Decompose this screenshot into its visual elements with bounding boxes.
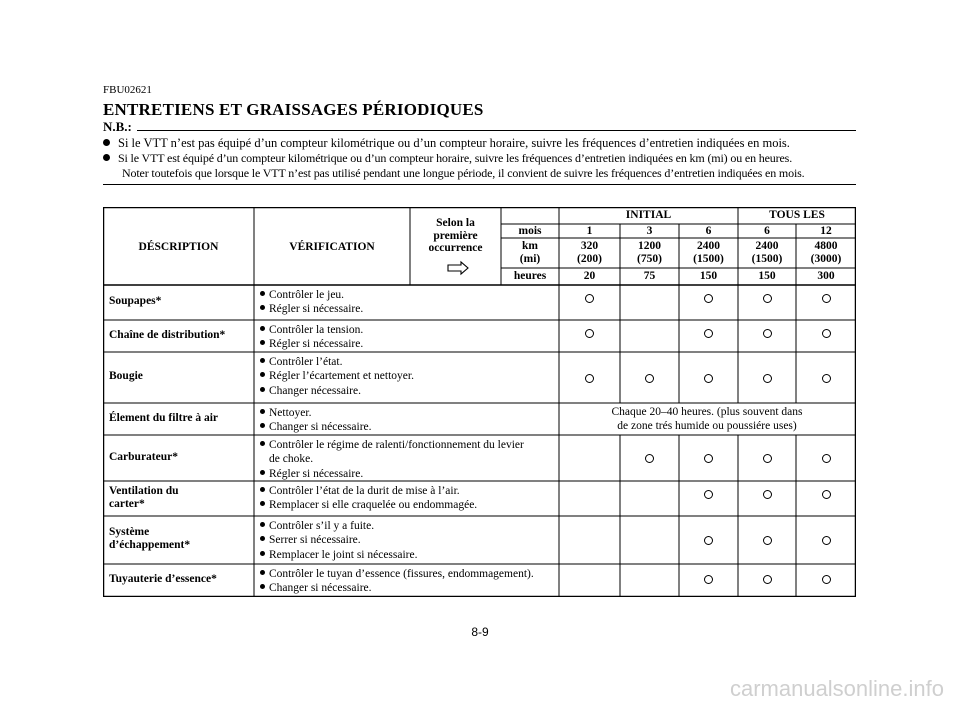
row-description-line: d’échappement* xyxy=(109,539,191,551)
header-first-line-1: Selon la xyxy=(436,217,475,229)
bullet-icon xyxy=(103,154,110,161)
bullet-icon xyxy=(260,358,265,363)
row-description xyxy=(109,573,251,586)
row-verification xyxy=(260,406,560,435)
bullet-icon xyxy=(260,423,265,428)
interval-mi: (3000) xyxy=(810,252,842,265)
verification-line xyxy=(260,288,560,302)
verification-line xyxy=(260,567,560,581)
check-circle-icon xyxy=(704,294,713,303)
check-circle-icon xyxy=(822,329,831,338)
verification-text: Contrôler le régime de ralenti/fonctionnement du levier xyxy=(269,439,524,451)
bullet-icon xyxy=(260,340,265,345)
check-circle-icon xyxy=(822,454,831,463)
header-km xyxy=(501,240,559,265)
bullet-icon xyxy=(260,470,265,475)
verification-text: Contrôler le tuyan d’essence (fissures, endommagement). xyxy=(269,568,534,580)
bullet-icon xyxy=(260,487,265,492)
check-circle-icon xyxy=(822,536,831,545)
check-circle-icon xyxy=(704,374,713,383)
check-circle-icon xyxy=(822,374,831,383)
verification-line xyxy=(260,467,560,481)
verification-line xyxy=(260,337,560,351)
verification-line xyxy=(260,452,560,466)
interval-heures: 20 xyxy=(583,270,596,282)
verification-line xyxy=(260,581,560,595)
verification-line xyxy=(260,484,560,498)
check-circle-icon xyxy=(763,294,772,303)
verification-text: Régler si nécessaire. xyxy=(269,467,364,480)
check-circle-icon xyxy=(763,536,772,545)
check-circle-icon xyxy=(763,374,772,383)
verification-text: de choke. xyxy=(269,453,314,466)
verification-line xyxy=(260,406,560,420)
verification-line xyxy=(260,369,560,383)
row-description-line: Système xyxy=(109,526,150,538)
header-first-occurrence xyxy=(410,217,501,255)
verification-line xyxy=(260,420,560,434)
verification-text: Contrôler l’état de la durit de mise à l’air. xyxy=(269,485,460,497)
interval-mois: 6 xyxy=(764,225,770,237)
row-description xyxy=(109,485,251,511)
watermark: carmanualsonline.info xyxy=(729,676,944,701)
page-number: 8-9 xyxy=(471,625,489,639)
interval-km: 1200 xyxy=(638,240,661,252)
bullet-icon xyxy=(260,305,265,310)
row-description xyxy=(109,370,251,383)
row-description-line: Ventilation du xyxy=(109,484,179,497)
check-circle-icon xyxy=(763,490,772,499)
verification-text: Serrer si nécessaire. xyxy=(269,534,361,547)
verification-text: Nettoyer. xyxy=(269,407,312,419)
bullet-icon xyxy=(260,372,265,377)
header-verification: VÉRIFICATION xyxy=(289,241,375,253)
interval-km: 2400 xyxy=(755,240,779,252)
note-separator xyxy=(103,184,856,185)
bullet-icon xyxy=(260,570,265,575)
verification-text: Changer nécessaire. xyxy=(269,384,361,397)
bullet-icon xyxy=(260,387,265,392)
header-first-line-3: occurrence xyxy=(428,242,483,254)
verification-line xyxy=(260,548,560,562)
row-description xyxy=(109,451,251,464)
row-description xyxy=(109,329,251,342)
page-title: ENTRETIENS ET GRAISSAGES PÉRIODIQUES xyxy=(103,100,484,119)
document-code: FBU02621 xyxy=(103,84,152,96)
interval-mi: (1500) xyxy=(751,252,783,265)
row-verification xyxy=(260,355,560,398)
nb-header xyxy=(103,119,856,133)
row-description xyxy=(109,412,251,425)
verification-line xyxy=(260,384,560,398)
interval-mois: 3 xyxy=(646,225,653,237)
interval-heures: 150 xyxy=(758,270,776,282)
check-circle-icon xyxy=(704,329,713,338)
header-initial: INITIAL xyxy=(625,209,672,221)
verification-text: Contrôler le jeu. xyxy=(269,289,345,301)
row-description-line: Carburateur* xyxy=(109,450,178,463)
row-description xyxy=(109,295,251,308)
nb-rule xyxy=(137,130,856,131)
verification-text: Remplacer si elle craquelée ou endommagée. xyxy=(269,499,478,512)
note-text-2: Si le VTT est équipé d’un compteur kilométrique ou d’un compteur horaire, suivre les fréquences d’entretien indiquées en km (mi) ou en heures. xyxy=(118,151,793,165)
header-description: DÉSCRIPTION xyxy=(138,241,219,253)
check-circle-icon xyxy=(704,575,713,584)
interval-heures: 300 xyxy=(817,270,835,282)
bullet-icon xyxy=(260,522,265,527)
verification-text: Régler si nécessaire. xyxy=(269,338,364,351)
row-verification xyxy=(260,519,560,562)
check-circle-icon xyxy=(763,575,772,584)
check-circle-icon xyxy=(704,536,713,545)
verification-text: Contrôler l’état. xyxy=(269,356,343,368)
check-circle-icon xyxy=(763,454,772,463)
maintenance-table xyxy=(103,207,856,597)
row-description-line: Chaîne de distribution* xyxy=(109,328,226,341)
header-heures: heures xyxy=(513,270,547,282)
interval-mi: (750) xyxy=(637,252,662,265)
interval-note-line: Chaque 20–40 heures. (plus souvent dans xyxy=(611,406,803,418)
bullet-icon xyxy=(260,291,265,296)
interval-km: 320 xyxy=(580,240,599,252)
check-circle-icon xyxy=(704,454,713,463)
verification-line xyxy=(260,355,560,369)
bullet-icon xyxy=(103,139,110,146)
check-circle-icon xyxy=(645,454,654,463)
verification-text: Changer si nécessaire. xyxy=(269,582,372,595)
row-verification xyxy=(260,484,560,513)
bullet-icon xyxy=(260,536,265,541)
check-circle-icon xyxy=(822,294,831,303)
interval-mi: (200) xyxy=(577,252,602,265)
verification-text: Régler si nécessaire. xyxy=(269,303,364,316)
header-first-line-2: première xyxy=(433,229,478,242)
verification-line xyxy=(260,302,560,316)
bullet-icon xyxy=(260,441,265,446)
header-km-label: km xyxy=(522,240,538,252)
header-mois: mois xyxy=(518,225,542,237)
row-verification xyxy=(260,323,560,352)
interval-mi: (1500) xyxy=(693,252,724,265)
check-circle-icon xyxy=(585,294,594,303)
note-text-1: Si le VTT n’est pas équipé d’un compteur kilométrique ou d’un compteur horaire, suivre les fréquences d’entretien indiquées en mois. xyxy=(118,136,790,150)
bullet-icon xyxy=(260,326,265,331)
check-circle-icon xyxy=(822,490,831,499)
note-text-3: Noter toutefois que lorsque le VTT n’est pas utilisé pendant une longue période, il convient de suivre les fréquences d’entretien indiquées en mois. xyxy=(122,166,805,180)
bullet-icon xyxy=(260,584,265,589)
check-circle-icon xyxy=(822,575,831,584)
verification-line xyxy=(260,438,560,452)
interval-mois: 12 xyxy=(820,225,832,237)
check-circle-icon xyxy=(585,329,594,338)
header-mi-label: (mi) xyxy=(519,252,541,265)
interval-heures: 75 xyxy=(643,270,656,282)
interval-km: 2400 xyxy=(697,240,720,252)
verification-text: Contrôler s’il y a fuite. xyxy=(269,520,375,532)
verification-line xyxy=(260,498,560,512)
verification-text: Régler l’écartement et nettoyer. xyxy=(269,370,414,383)
verification-line xyxy=(260,323,560,337)
interval-heures: 150 xyxy=(699,270,718,282)
verification-line xyxy=(260,519,560,533)
bullet-icon xyxy=(260,551,265,556)
verification-text: Remplacer le joint si nécessaire. xyxy=(269,548,418,561)
verification-text: Contrôler la tension. xyxy=(269,324,364,336)
row-description-line: Soupapes* xyxy=(109,295,162,307)
interval-mois: 1 xyxy=(586,225,593,237)
arrow-right-icon xyxy=(448,262,468,274)
row-verification xyxy=(260,438,560,481)
bullet-icon xyxy=(260,409,265,414)
bullet-icon xyxy=(260,501,265,506)
nb-label: N.B.: xyxy=(103,119,135,135)
note-line-3 xyxy=(122,166,805,181)
note-line-1 xyxy=(103,136,790,151)
row-verification xyxy=(260,567,560,596)
row-description-line: Élement du filtre à air xyxy=(109,411,219,424)
note-line-2 xyxy=(103,151,792,166)
row-interval-note xyxy=(559,405,855,433)
row-verification xyxy=(260,288,560,317)
row-description-line: Bougie xyxy=(109,370,143,382)
row-description-line: carter* xyxy=(109,497,145,510)
row-description xyxy=(109,526,251,552)
interval-mois: 6 xyxy=(705,225,712,237)
header-tous-les: TOUS LES xyxy=(769,209,825,221)
verification-line xyxy=(260,533,560,547)
verification-text: Changer si nécessaire. xyxy=(269,421,372,434)
check-circle-icon xyxy=(585,374,594,383)
row-description-line: Tuyauterie d’essence* xyxy=(109,573,217,585)
interval-note-line: de zone trés humide ou poussiére uses) xyxy=(617,420,797,432)
check-circle-icon xyxy=(763,329,772,338)
check-circle-icon xyxy=(704,490,713,499)
check-circle-icon xyxy=(645,374,654,383)
interval-km: 4800 xyxy=(814,240,838,252)
